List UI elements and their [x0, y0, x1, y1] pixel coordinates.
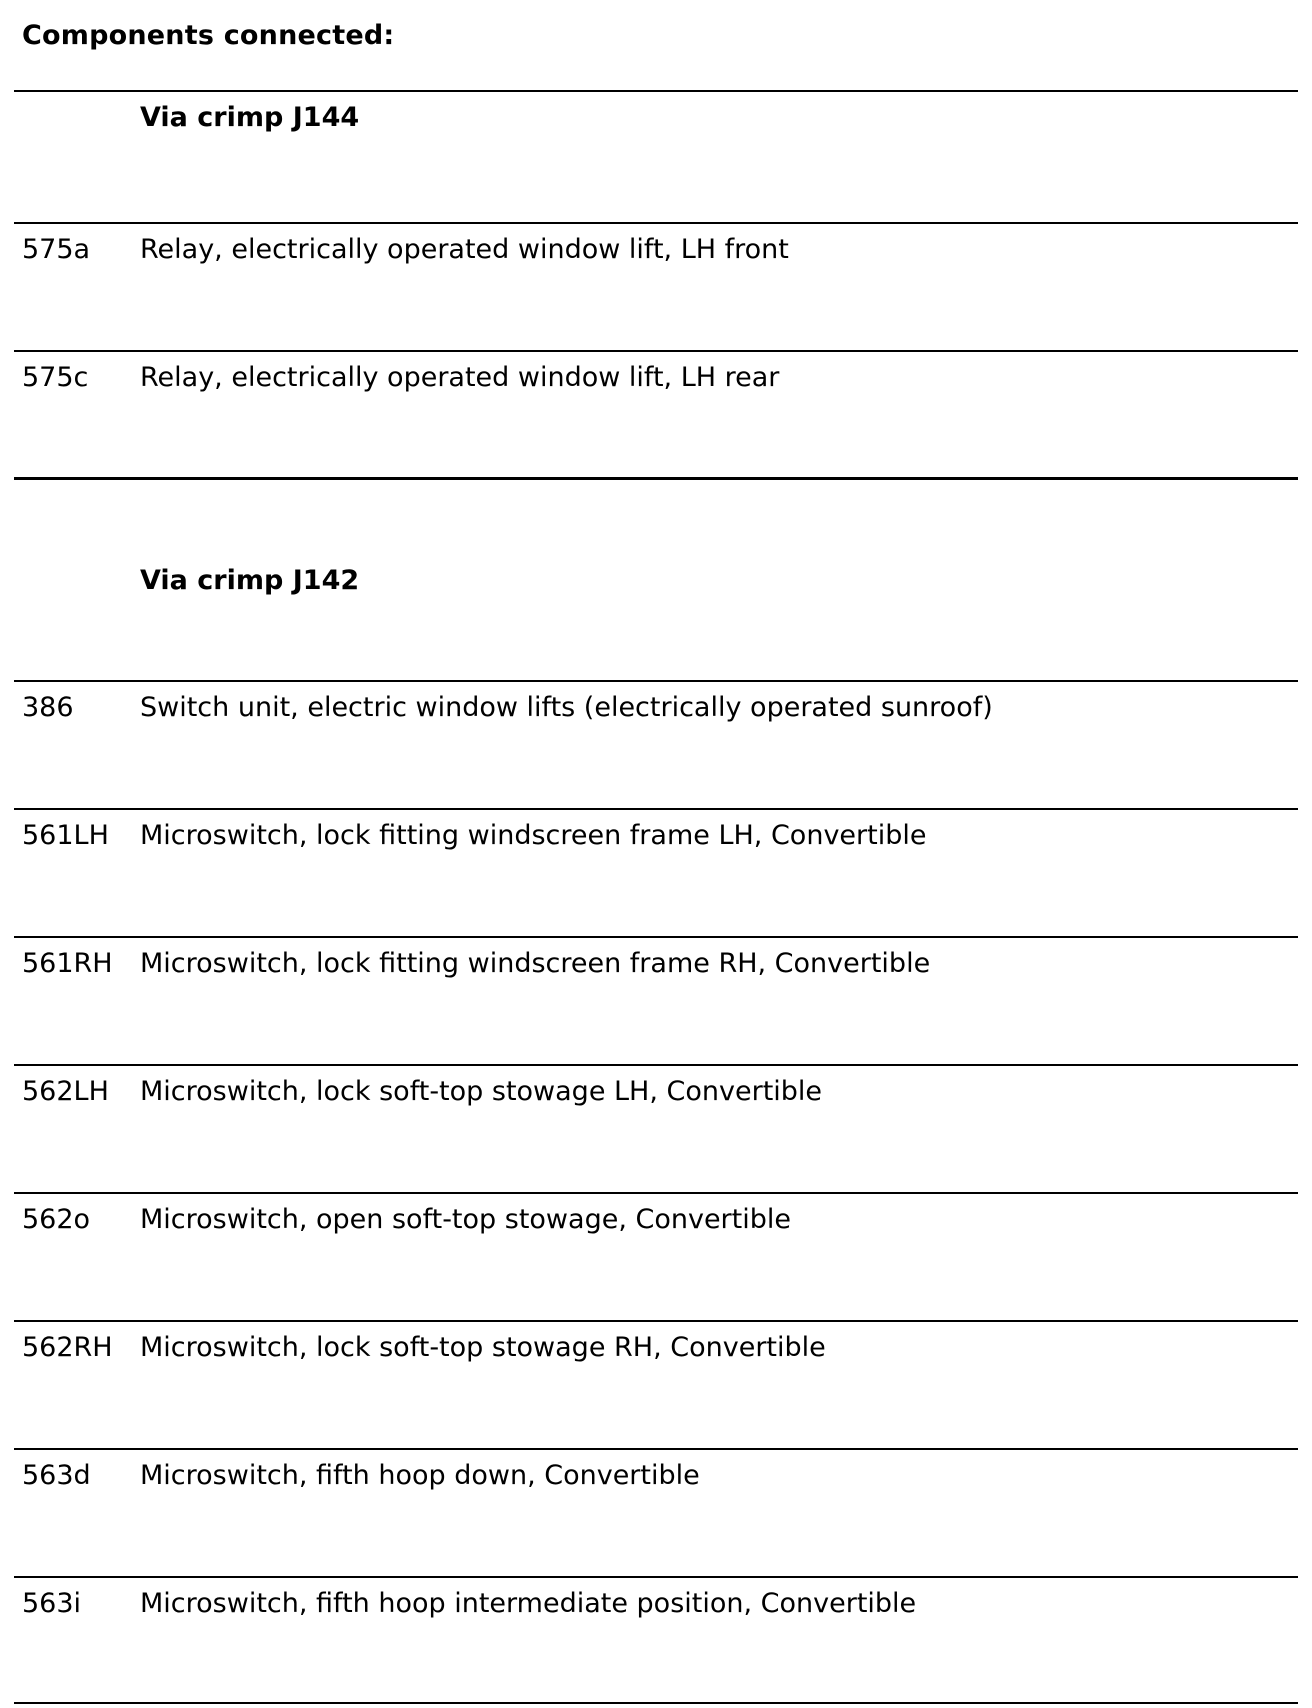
table-rule-top	[14, 90, 1298, 92]
table-rule	[14, 1448, 1298, 1450]
component-code: 563i	[22, 1588, 82, 1619]
component-description: Microswitch, lock fitting windscreen frame RH, Convertible	[140, 948, 931, 979]
component-description: Switch unit, electric window lifts (electrically operated sunroof)	[140, 692, 993, 723]
component-code: 561RH	[22, 948, 113, 979]
table-rule	[14, 936, 1298, 938]
component-description: Microswitch, lock soft-top stowage LH, Convertible	[140, 1076, 823, 1107]
component-description: Microswitch, open soft-top stowage, Convertible	[140, 1204, 791, 1235]
table-rule	[14, 350, 1298, 352]
component-code: 562RH	[22, 1332, 113, 1363]
components-heading: Components connected:	[22, 20, 395, 51]
component-description: Relay, electrically operated window lift, LH front	[140, 234, 789, 265]
component-code: 575c	[22, 362, 89, 393]
component-code: 561LH	[22, 820, 109, 851]
table-rule	[14, 1064, 1298, 1066]
table-rule	[14, 1192, 1298, 1194]
table-rule	[14, 680, 1298, 682]
table-rule-bottom	[14, 1702, 1298, 1704]
table-rule	[14, 222, 1298, 224]
group-separator-rule	[14, 477, 1298, 480]
component-code: 575a	[22, 234, 91, 265]
component-code: 562o	[22, 1204, 91, 1235]
component-code: 386	[22, 692, 74, 723]
component-code: 563d	[22, 1460, 91, 1491]
table-rule	[14, 1320, 1298, 1322]
table-rule	[14, 808, 1298, 810]
table-rule	[14, 1576, 1298, 1578]
component-description: Microswitch, fifth hoop intermediate position, Convertible	[140, 1588, 917, 1619]
group-title: Via crimp J142	[140, 565, 360, 596]
component-description: Microswitch, lock fitting windscreen frame LH, Convertible	[140, 820, 927, 851]
component-code: 562LH	[22, 1076, 109, 1107]
group-title: Via crimp J144	[140, 102, 360, 133]
component-description: Relay, electrically operated window lift, LH rear	[140, 362, 780, 393]
component-description: Microswitch, fifth hoop down, Convertible	[140, 1460, 700, 1491]
component-description: Microswitch, lock soft-top stowage RH, Convertible	[140, 1332, 826, 1363]
